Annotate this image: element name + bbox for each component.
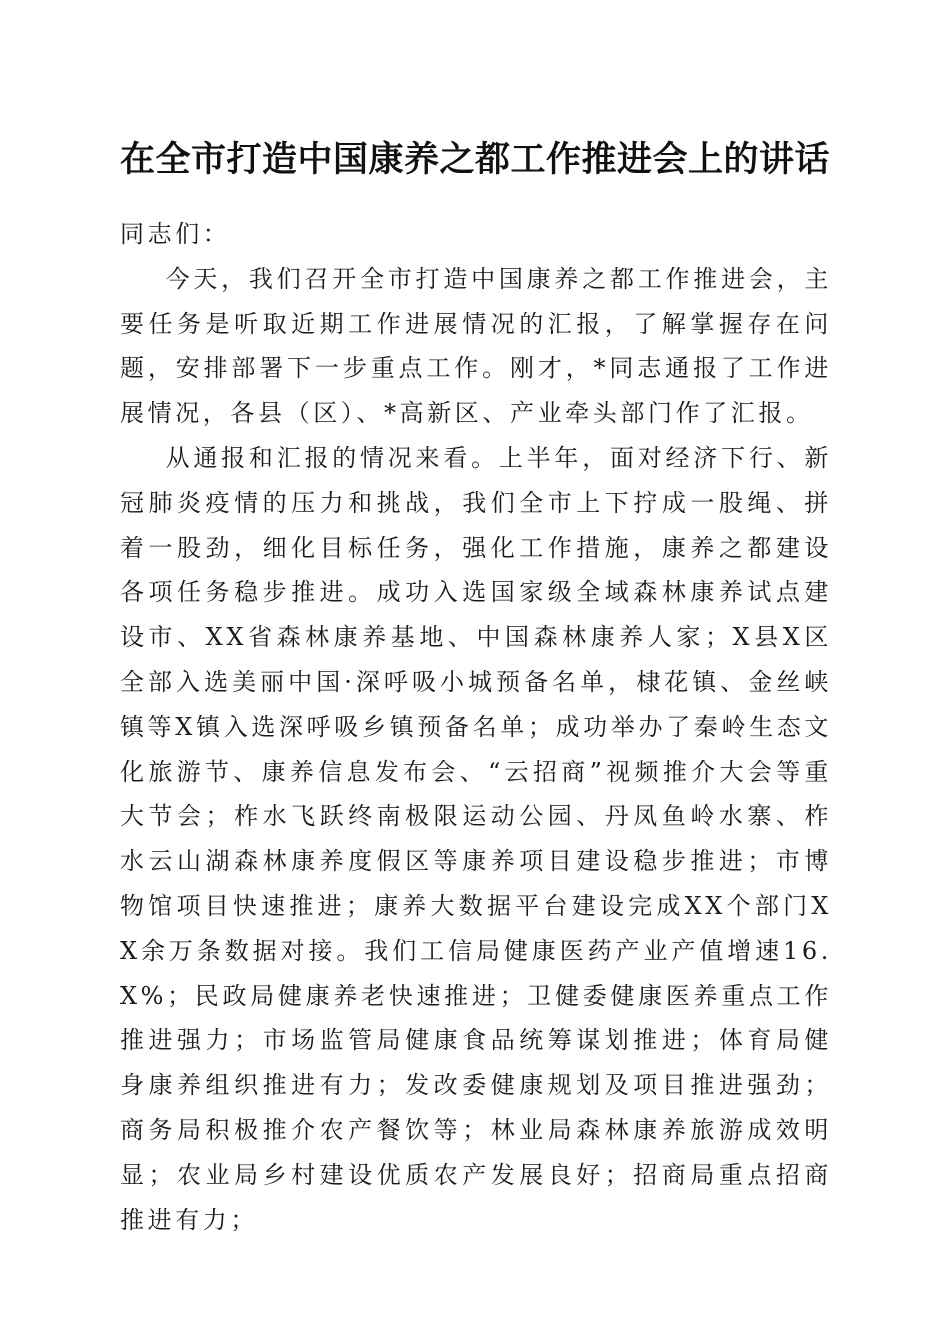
salutation: 同志们： [120,220,231,248]
document-title: 在全市打造中国康养之都工作推进会上的讲话 [119,139,830,180]
paragraph-1: 今天，我们召开全市打造中国康养之都工作推进会，主要任务是听取近期工作进展情况的汇报，了解掌握存在问题，安排部署下一步重点工作。刚才，*同志通报了工作进展情况，各县（区）、*高新区、产业牵头部门作了汇报。 [120,264,832,428]
document-body [120,212,832,1242]
paragraph-2: 从通报和汇报的情况来看。上半年，面对经济下行、新冠肺炎疫情的压力和挑战，我们全市上下拧成一股绳、拼着一股劲，细化目标任务，强化工作措施，康养之都建设各项任务稳步推进。成功入选国家级全域森林康养试点建设市、XX省森林康养基地、中国森林康养人家；X县X区全部入选美丽中国·深呼吸小城预备名单，棣花镇、金丝峡镇等X镇入选深呼吸乡镇预备名单；成功举办了秦岭生态文化旅游节、康养信息发布会、“云招商”视频推介大会等重大节会；柞水飞跃终南极限运动公园、丹凤鱼岭水寨、柞水云山湖森林康养度假区等康养项目建设稳步推进；市博物馆项目快速推进；康养大数据平台建设完成XX个部门XX余万条数据对接。我们工信局健康医药产业产值增速16.X%；民政局健康养老快速推进；卫健委健康医养重点工作推进强力；市场监管局健康食品统筹谋划推进；体育局健身康养组织推进有力；发改委健康规划及项目推进强劲；商务局积极推介农产餐饮等；林业局森林康养旅游成效明显；农业局乡村建设优质农产发展良好；招商局重点招商推进有力； [120,443,832,1234]
